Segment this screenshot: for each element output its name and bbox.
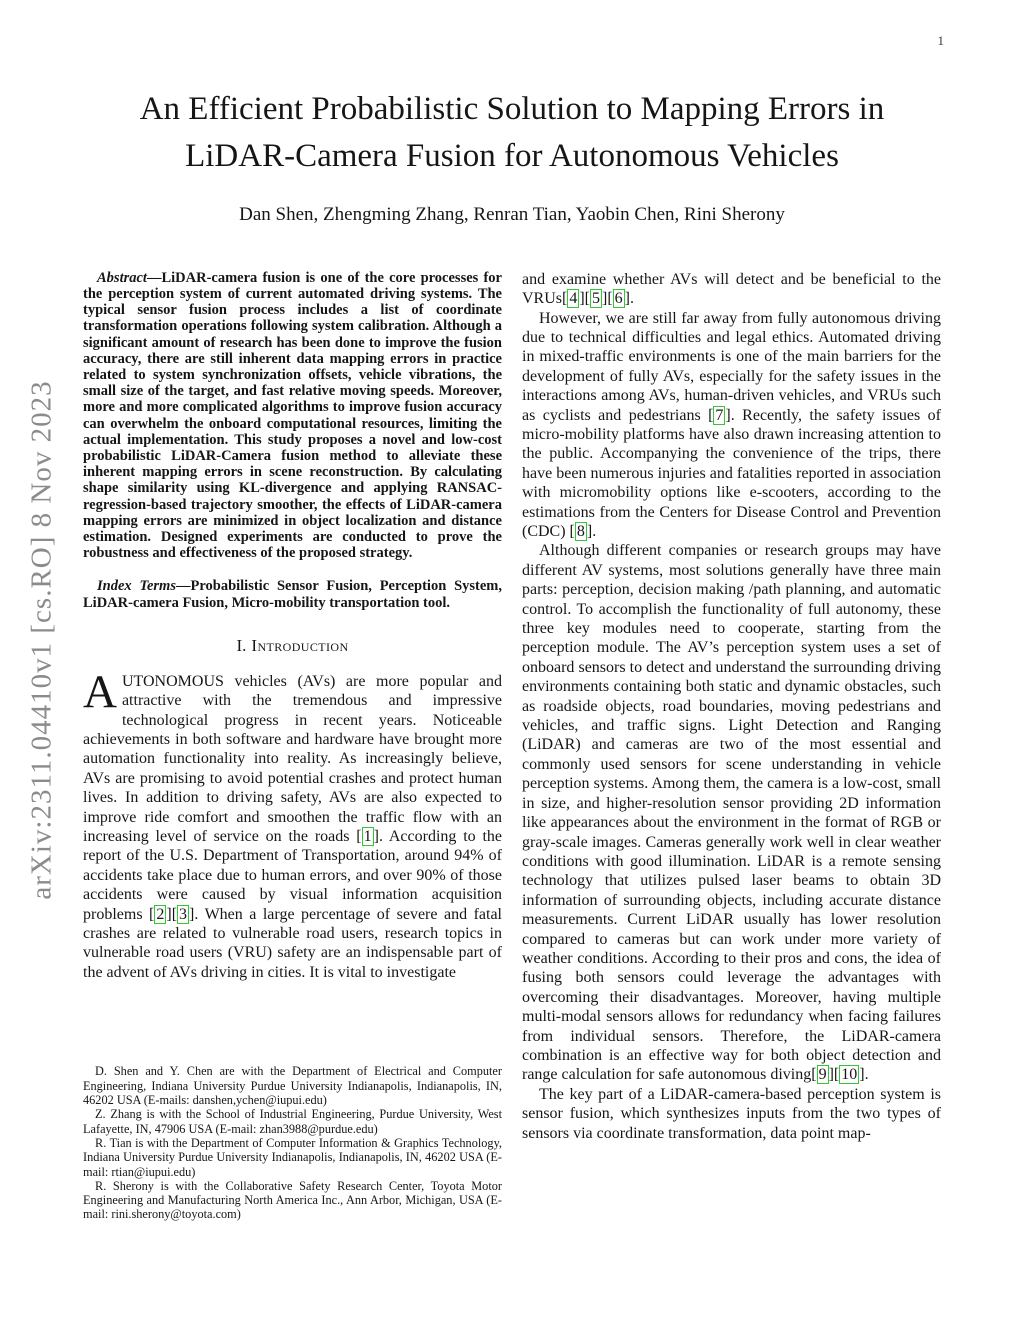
index-terms-paragraph — [83, 578, 502, 610]
right-p1-text-2: ][ — [579, 290, 590, 308]
section-number: I. — [236, 635, 247, 655]
right-p3-text-1: Although different companies or research groups may have different AV systems, most solutions generally have three main parts: perception, decision making /path planning, and automatic control. To accomplish the functionality of full autonomy, these three key modules need to cooperate, starting from the perception module. The AV’s perception system uses a set of onboard sensors to detect and understand the surrounding driving environments containing both static and dynamic obstacles, such as roadside objects, road boundaries, moving pedestrians and vehicles, and traffic signs. Light Detection and Ranging (LiDAR) and cameras are two of the most essential and commonly used sensors for scene understanding in vehicle perception systems. Among them, the camera is a low-cost, small in size, and higher-resolution sensor providing 2D information like appearances about the environment in the format of RGB or gray-scale images. Cameras generally work well in clear weather conditions with good illumination. LiDAR is a remote sensing technology that utilizes pulsed laser beams to obtain 3D information of surrounding objects, including accurate distance measurements. Current LiDAR usually has lower resolution compared to cameras but can work under more variety of weather conditions. According to their pros and cons, the idea of fusing both sensors could leverage the advantages with overcoming their disadvantages. Moreover, having multiple multi-modal sensors allows for redundancy when facing failures from individual sensors. Therefore, the LiDAR-camera combination is an effective way for both object detection and range calculation for safe autonomous diving[ — [522, 542, 941, 1084]
paragraph-av-systems — [522, 541, 941, 1084]
citation-link-3[interactable]: 3 — [179, 905, 188, 923]
two-column-body — [83, 270, 941, 1222]
section-title: Introduction — [251, 635, 349, 655]
right-p2-text-3: ]. — [586, 523, 597, 540]
intro-text-1: UTONOMOUS vehicles (AVs) are more popular and attractive with the tremendous and impressive technological progress in recent years. Noticeable achievements in both software and hardware have brought more automation functionality into reality. As increasingly believe, AVs are promising to avoid potential crashes and protect human lives. In addition to driving safety, AVs are also expected to improve ride comfort and smoothen the traffic flow with an increasing level of service on the roads [ — [83, 672, 502, 846]
intro-text-3: ][ — [166, 905, 178, 923]
right-p1-text-1: and examine whether AVs will detect and be beneficial to the VRUs[ — [522, 270, 941, 308]
paper-authors: Dan Shen, Zhengming Zhang, Renran Tian, Yaobin Chen, Rini Sherony — [239, 203, 785, 225]
section-heading-introduction — [83, 636, 502, 656]
intro-text-4: ]. When a large percentage of severe and fatal crashes are related to vulnerable road users, research topics in vulnerable road users (VRU) safety are an indispensable part of the advent of AVs driving in cities. It is vital to investigate — [83, 905, 502, 981]
right-p1-text-3: ][ — [602, 290, 613, 308]
right-p2-text-2: ]. Recently, the safety issues of micro-mobility platforms have also drawn increasing attention to the public. Accompanying the convenience of the trips, there have been numerous injuries and fatalities reported in association with micromobility options like e-scooters, according to the estimations from the Centers for Disease Control and Prevention (CDC) [ — [522, 406, 941, 540]
citation-link-2[interactable]: 2 — [156, 905, 165, 923]
citation-link-8[interactable]: 8 — [576, 523, 585, 540]
right-column — [522, 270, 941, 1222]
abstract-label: Abstract — [97, 269, 147, 286]
citation-link-9[interactable]: 9 — [818, 1066, 827, 1084]
footnote-shen-chen: D. Shen and Y. Chen are with the Department of Electrical and Computer Engineering, Indiana University Purdue University Indianapolis, Indianapolis, IN, 46202 USA (E-mails: danshen,ychen@iupui.edu) — [83, 1064, 502, 1108]
abstract-text: —LiDAR-camera fusion is one of the core processes for the perception system of current automated driving systems. The typical sensor fusion process includes a list of coordinate transformation operations following system calibration. Although a significant amount of research has been done to improve the fusion accuracy, there are still inherent data mapping errors in practice related to system synchronization offsets, vehicle vibrations, the small size of the target, and fast relative moving speeds. Moreover, more and more complicated algorithms to improve fusion accuracy can overwhelm the onboard computational resources, limiting the actual implementation. This study proposes a novel and low-cost probabilistic LiDAR-Camera fusion method to alleviate these inherent mapping errors in scene reconstruction. By calculating shape similarity using KL-divergence and applying RANSAC-regression-based trajectory smoother, the effects of LiDAR-camera mapping errors are minimized in object localization and distance estimation. Designed experiments are conducted to prove the robustness and effectiveness of the proposed strategy. — [83, 269, 502, 562]
intro-paragraph — [83, 665, 502, 983]
abstract-paragraph — [83, 270, 502, 562]
paper-title: An Efficient Probabilistic Solution to Mapping Errors in LiDAR-Camera Fusion for Autonomous Vehicles — [139, 91, 885, 174]
author-footnotes — [83, 1050, 502, 1221]
citation-link-10[interactable]: 10 — [841, 1066, 858, 1084]
left-column — [83, 270, 502, 1222]
footnote-sherony: R. Sherony is with the Collaborative Safety Research Center, Toyota Motor Engineering and Manufacturing North America Inc., Ann Arbor, Michigan, USA (E-mail: rini.sherony@toyota.com) — [83, 1178, 502, 1222]
paragraph-key-part: The key part of a LiDAR-camera-based perception system is sensor fusion, which synthesizes inputs from the two types of sensors via coordinate transformation, data point map- — [522, 1085, 941, 1142]
right-p2-text-1: However, we are still far away from fully autonomous driving due to technical difficulties and legal ethics. Automated driving in mixed-traffic environments is one of the main barriers for the development of fully AVs, especially for the safety issues in the interactions among AVs, human-driven vehicles, and VRUs such as cyclists and pedestrians [ — [522, 309, 941, 424]
citation-link-7[interactable]: 7 — [715, 406, 724, 424]
citation-link-1[interactable]: 1 — [363, 828, 372, 846]
citation-link-4[interactable]: 4 — [569, 290, 578, 308]
dropcap-letter: A — [83, 665, 117, 718]
citation-link-6[interactable]: 6 — [614, 290, 623, 308]
index-terms-text: —Probabilistic Sensor Fusion, Perception System, LiDAR-camera Fusion, Micro-mobility transportation tool. — [83, 578, 502, 611]
paragraph-however — [522, 309, 941, 542]
paragraph-vru-detect — [522, 270, 941, 309]
right-p3-text-2: ][ — [828, 1066, 840, 1084]
citation-link-5[interactable]: 5 — [592, 290, 600, 308]
intro-text-2: ]. According to the report of the U.S. Department of Transportation, around 94% of accidents take place due to human errors, and over 90% of those accidents were caused by visual information acquisition problems [ — [83, 828, 502, 923]
arxiv-watermark: arXiv:2311.04410v1 [cs.RO] 8 Nov 2023 — [25, 380, 58, 900]
right-p3-text-3: ]. — [859, 1066, 869, 1084]
footnote-tian: R. Tian is with the Department of Computer Information & Graphics Technology, Indiana University Purdue University Indianapolis, Indianapolis, IN, 46202 USA (E-mail: rtian@iupui.edu) — [83, 1135, 502, 1179]
index-terms-label: Index Terms — [97, 578, 176, 595]
right-p1-text-4: ]. — [624, 290, 634, 308]
footnote-zhang: Z. Zhang is with the School of Industrial Engineering, Purdue University, West Lafayette, IN, 47906 USA (E-mail: zhan3988@purdue.edu) — [83, 1107, 502, 1136]
page-number: 1 — [937, 33, 944, 48]
paper-header — [0, 0, 1024, 226]
